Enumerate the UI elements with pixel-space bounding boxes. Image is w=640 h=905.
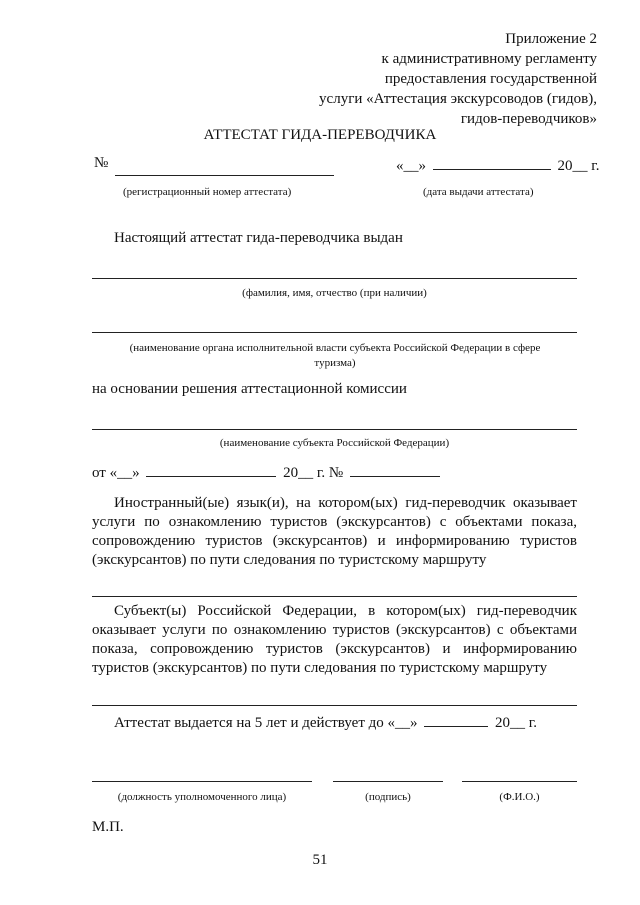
name-line: [462, 781, 577, 782]
issue-date-year: 20__ г.: [557, 158, 600, 174]
issue-date-line: [396, 155, 599, 175]
authority-line: [92, 332, 577, 333]
appendix-line-2: к административному регламенту: [381, 51, 597, 67]
appendix-line-1: Приложение 2: [505, 31, 597, 47]
appendix-line-5: гидов-переводчиков»: [460, 111, 597, 127]
decision-number-blank: [350, 462, 440, 477]
subject-caption: (наименование субъекта Российской Федерации): [219, 437, 450, 449]
signature-line: [333, 781, 443, 782]
decision-year: 20__ г. №: [283, 465, 344, 481]
issue-date-caption: (дата выдачи аттестата): [423, 186, 534, 198]
basis-text: на основании решения аттестационной комиссии: [92, 381, 407, 397]
fio-line: [92, 278, 577, 279]
name-caption: (Ф.И.О.): [499, 791, 540, 803]
validity-line: [114, 712, 537, 732]
subject-line: [92, 429, 577, 430]
issued-text: Настоящий аттестат гида-переводчика выдан: [114, 230, 403, 246]
validity-month-blank: [424, 712, 488, 727]
position-caption: (должность уполномоченного лица): [117, 791, 287, 803]
validity-year: 20__ г.: [495, 715, 537, 731]
decision-from: от «__»: [92, 465, 140, 481]
position-line: [92, 781, 312, 782]
appendix-line-4: услуги «Аттестация экскурсоводов (гидов),: [319, 91, 597, 107]
number-label: №: [94, 155, 109, 171]
issue-date-month-blank: [433, 155, 551, 170]
document-title: АТТЕСТАТ ГИДА-ПЕРЕВОДЧИКА: [203, 127, 437, 143]
languages-line: [92, 596, 577, 597]
authority-caption: (наименование органа исполнительной власти субъекта Российской Федерации в сфере туризма): [129, 342, 541, 369]
languages-paragraph: Иностранный(ые) язык(и), на котором(ых) гид-переводчик оказывает услуги по ознакомлению туристов (экскурсантов) с объектами показа, сопровождению туристов (экскурсантов) и информированию туристов (экскурсантов) по пути следования по туристскому маршруту: [92, 495, 577, 568]
issue-date-day: «__»: [396, 158, 426, 174]
regions-line: [92, 705, 577, 706]
reg-number-caption: (регистрационный номер аттестата): [123, 186, 292, 198]
stamp-label: М.П.: [92, 819, 124, 835]
appendix-line-3: предоставления государственной: [384, 71, 597, 87]
validity-text: Аттестат выдается на 5 лет и действует до «__»: [114, 715, 418, 731]
reg-number-line: [115, 175, 334, 176]
page-number: 51: [312, 852, 328, 868]
decision-month-blank: [146, 462, 276, 477]
fio-caption: (фамилия, имя, отчество (при наличии): [242, 287, 427, 299]
appendix-block: [319, 29, 597, 129]
decision-line: [92, 462, 440, 482]
signature-caption: (подпись): [365, 791, 411, 803]
regions-paragraph: Субъект(ы) Российской Федерации, в котором(ых) гид-переводчик оказывает услуги по ознакомлению туристов (экскурсантов) с объектами показа, сопровождению туристов (экскурсантов) и информированию туристов (экскурсантов) по пути следования по туристскому маршруту: [92, 603, 577, 676]
